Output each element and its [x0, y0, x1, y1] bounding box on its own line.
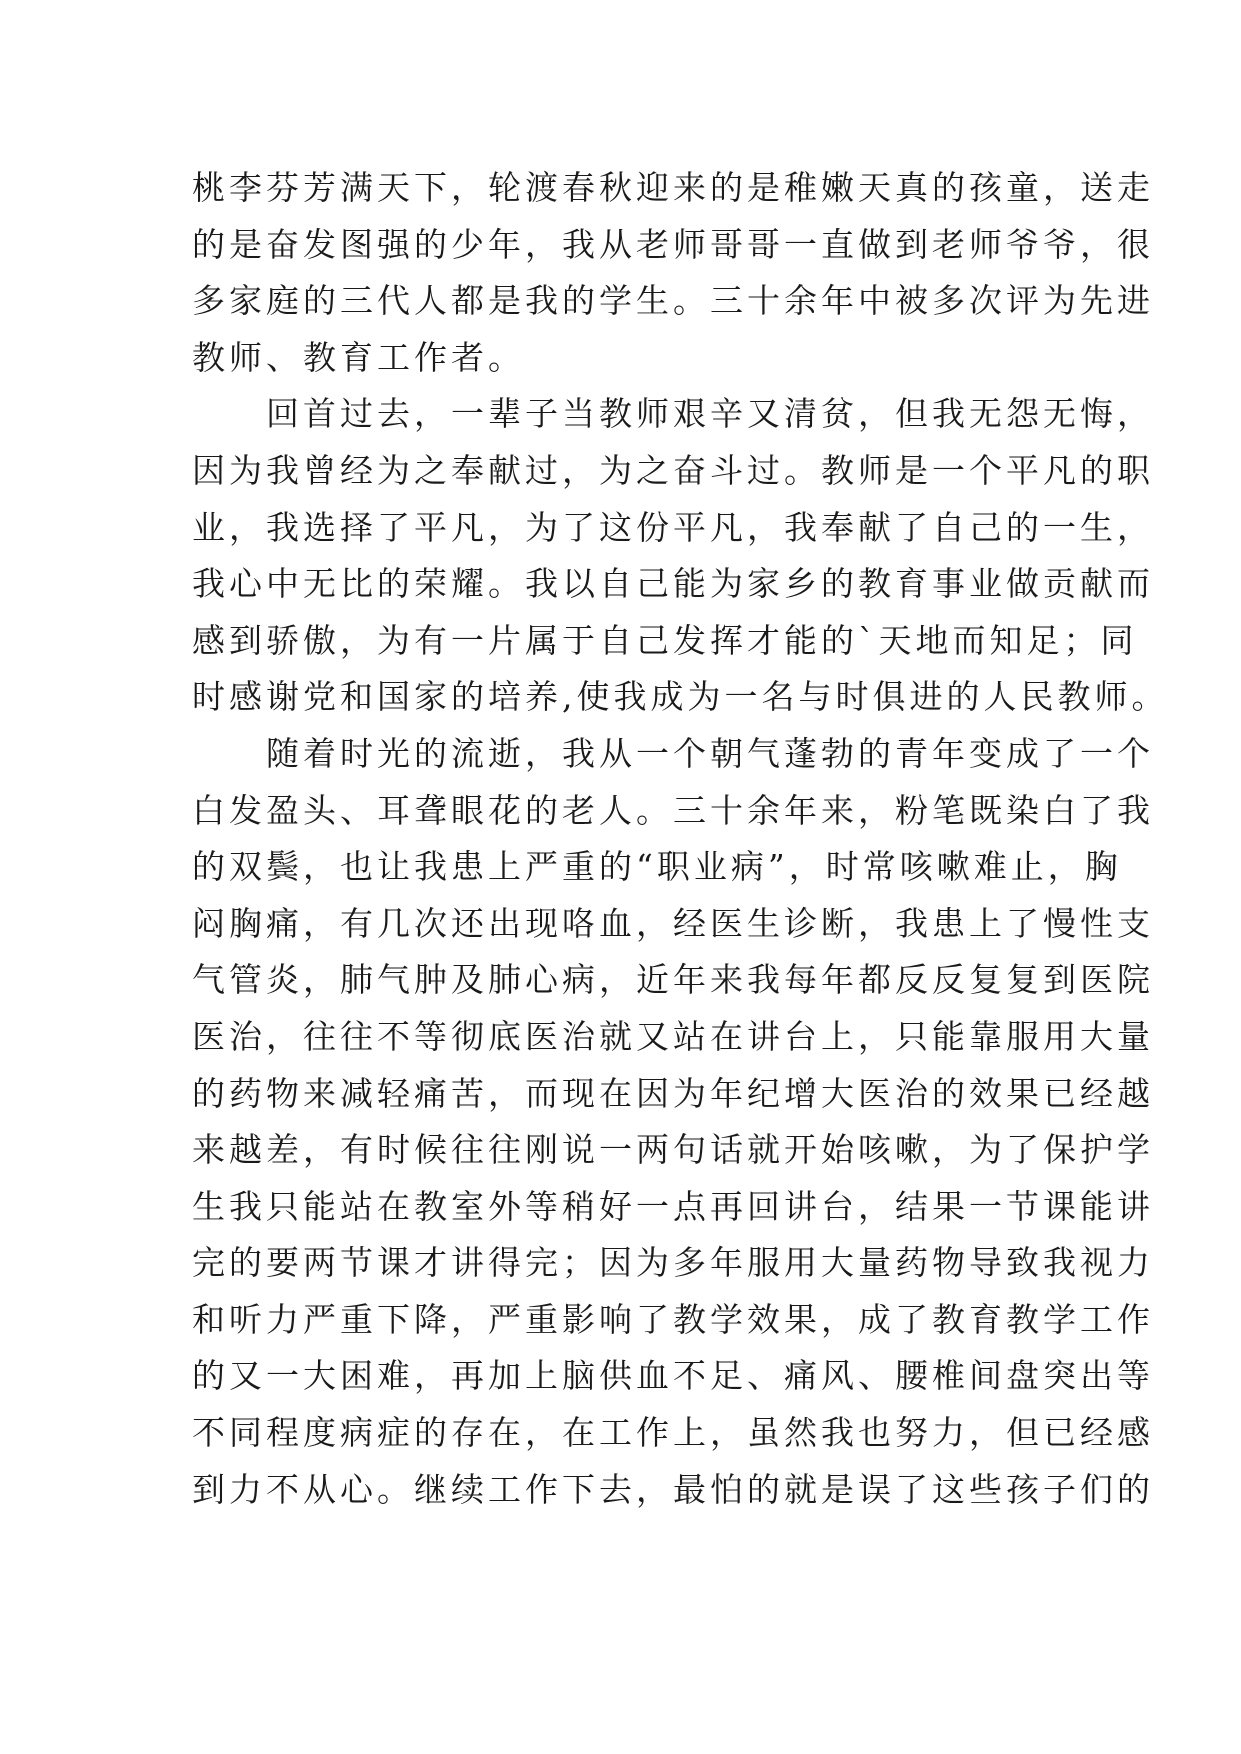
text-line: 来越差，有时候往往刚说一两句话就开始咳嗽，为了保护学 [192, 1130, 1154, 1170]
text-line: 和听力严重下降，严重影响了教学效果，成了教育教学工作 [192, 1299, 1154, 1339]
text-line: 感到骄傲，为有一片属于自己发挥才能的`天地而知足；同 [192, 620, 1138, 660]
text-line: 闷胸痛，有几次还出现咯血，经医生诊断，我患上了慢性支 [192, 903, 1154, 943]
text-line: 气管炎，肺气肿及肺心病，近年来我每年都反反复复到医院 [192, 960, 1154, 1000]
text-line: 业，我选择了平凡，为了这份平凡，我奉献了自己的一生， [192, 507, 1154, 547]
text-line: 的是奋发图强的少年，我从老师哥哥一直做到老师爷爷，很 [192, 224, 1154, 264]
text-line: 时感谢党和国家的培养,使我成为一名与时俱进的人民教师。 [192, 677, 1169, 717]
text-line: 不同程度病症的存在，在工作上，虽然我也努力，但已经感 [192, 1413, 1154, 1453]
text-line: 到力不从心。继续工作下去，最怕的就是误了这些孩子们的 [192, 1469, 1154, 1509]
text-line: 我心中无比的荣耀。我以自己能为家乡的教育事业做贡献而 [192, 564, 1154, 604]
body-text [192, 160, 1169, 1518]
text-line: 桃李芬芳满天下，轮渡春秋迎来的是稚嫩天真的孩童，送走 [192, 168, 1154, 207]
text-line: 的药物来减轻痛苦，而现在因为年纪增大医治的效果已经越 [192, 1073, 1154, 1113]
text-line: 因为我曾经为之奉献过，为之奋斗过。教师是一个平凡的职 [192, 450, 1154, 490]
text-line: 教师、教育工作者。 [192, 337, 525, 377]
text-line: 多家庭的三代人都是我的学生。三十余年中被多次评为先进 [192, 281, 1154, 321]
text-line: 生我只能站在教室外等稍好一点再回讲台，结果一节课能讲 [192, 1186, 1154, 1226]
text-line: 的又一大困难，再加上脑供血不足、痛风、腰椎间盘突出等 [192, 1356, 1154, 1396]
text-line: 回首过去，一辈子当教师艰辛又清贫，但我无怨无悔， [192, 394, 1154, 434]
text-line: 白发盈头、耳聋眼花的老人。三十余年来，粉笔既染白了我 [192, 790, 1154, 830]
text-line: 的双鬓，也让我患上严重的“职业病”，时常咳嗽难止，胸 [192, 847, 1122, 887]
text-line: 完的要两节课才讲得完；因为多年服用大量药物导致我视力 [192, 1243, 1154, 1283]
text-line: 随着时光的流逝，我从一个朝气蓬勃的青年变成了一个 [192, 733, 1154, 773]
text-line: 医治，往往不等彻底医治就又站在讲台上，只能靠服用大量 [192, 1016, 1154, 1056]
